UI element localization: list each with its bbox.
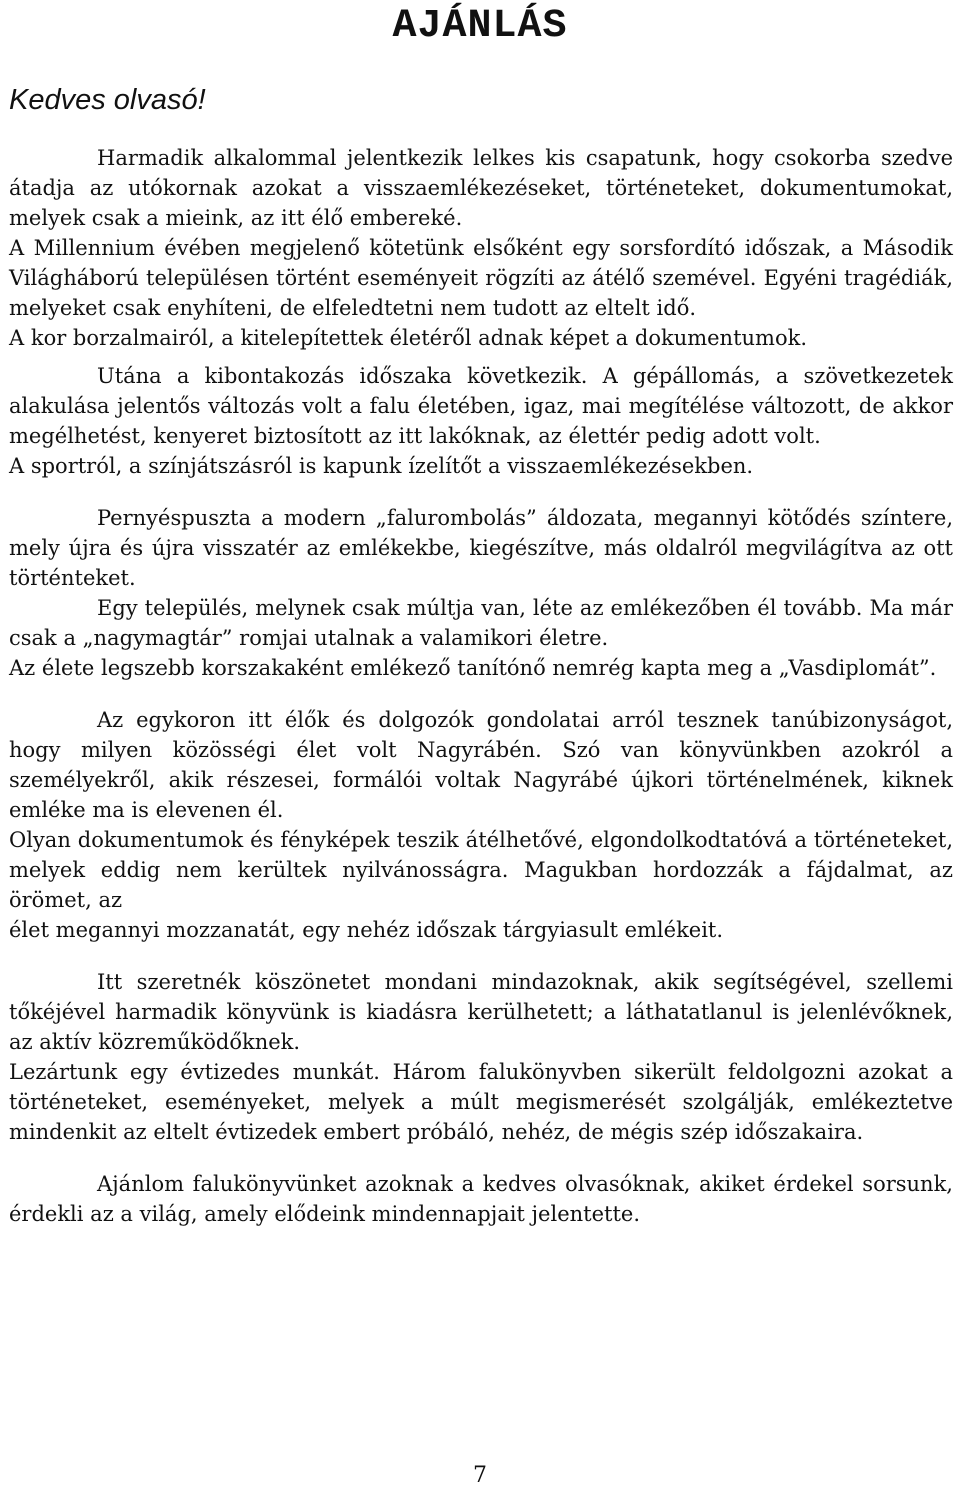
paragraph: Itt szeretnék köszönetet mondani mindazoknak, akik segítségével, szellemi tőkéjével harmadik könyvünk is kiadásra kerülhetett; a láthatatlanul is jelenlévőknek, az aktív közreműködőknek. — [9, 970, 953, 1054]
paragraph: Az élete legszebb korszakaként emlékező tanítónő nemrég kapta meg a „Vasdiplomát”. — [9, 656, 937, 680]
paragraph: élet megannyi mozzanatát, egy nehéz időszak tárgyiasult emlékeit. — [9, 918, 724, 942]
paragraph: Az egykoron itt élők és dolgozók gondolatai arról tesznek tanúbizonyságot, hogy milyen közösségi élet volt Nagyrábén. Szó van könyvünkben azokról a személyekről, akik részesei, formálói voltak Nagyrábé újkori történelmének, kiknek emléke ma is elevenen él. — [9, 708, 953, 822]
paragraph: Harmadik alkalommal jelentkezik lelkes kis csapatunk, hogy csokorba szedve átadja az utókornak azokat a visszaemlékezéseket, történeteket, dokumentumokat, melyek csak a mieink, az itt élő embereké. — [9, 146, 953, 230]
page-number: 7 — [473, 1463, 487, 1488]
paragraph: A sportról, a színjátszásról is kapunk ízelítőt a visszaemlékezésekben. — [9, 454, 754, 478]
body-text — [9, 143, 953, 1229]
paragraph: Egy település, melynek csak múltja van, léte az emlékezőben él tovább. Ma már csak a „nagymagtár” romjai utalnak a valamikori életre. — [9, 596, 953, 650]
paragraph: Ajánlom falukönyvünket azoknak a kedves olvasóknak, akiket érdekel sorsunk, érdekli az a világ, amely elődeink mindennapjait jelentette. — [9, 1172, 953, 1226]
paragraph: Lezártunk egy évtizedes munkát. Három falukönyvben sikerült feldolgozni azokat a történeteket, eseményeket, melyek a múlt megismerését szolgálják, emlékeztetve mindenkit az eltelt évtizedek embert próbáló, nehéz, de mégis szép időszakaira. — [9, 1060, 953, 1144]
paragraph: Pernyéspuszta a modern „falurombolás” áldozata, megannyi kötődés színtere, mely újra és újra visszatér az emlékekbe, kiegészítve, más oldalról megvilágítva az ott történteket. — [9, 506, 953, 590]
page-title — [0, 0, 960, 54]
paragraph: Olyan dokumentumok és fényképek teszik átélhetővé, elgondolkodtatóvá a történeteket, melyek eddig nem kerültek nyilvánosságra. Magukban hordozzák a fájdalmat, az örömet, az — [9, 828, 953, 912]
paragraph: A Millennium évében megjelenő kötetünk elsőként egy sorsfordító időszak, a Második Világháború településen történt eseményeit rögzíti az átélő szemével. Egyéni tragédiák, melyeket csak enyhíteni, de elfeledtetni nem tudott az eltelt idő. — [9, 236, 953, 320]
paragraph: Utána a kibontakozás időszaka következik. A gépállomás, a szövetkezetek alakulása jelentős változás volt a falu életében, igaz, mai megítélése változott, de akkor megélhetést, kenyeret biztosított az itt lakóknak, az élettér pedig adott volt. — [9, 364, 953, 448]
page-title-text: AJÁNLÁS — [392, 4, 568, 49]
greeting: Kedves olvasó! — [9, 84, 206, 116]
paragraph: A kor borzalmairól, a kitelepítettek életéről adnak képet a dokumentumok. — [9, 326, 807, 350]
